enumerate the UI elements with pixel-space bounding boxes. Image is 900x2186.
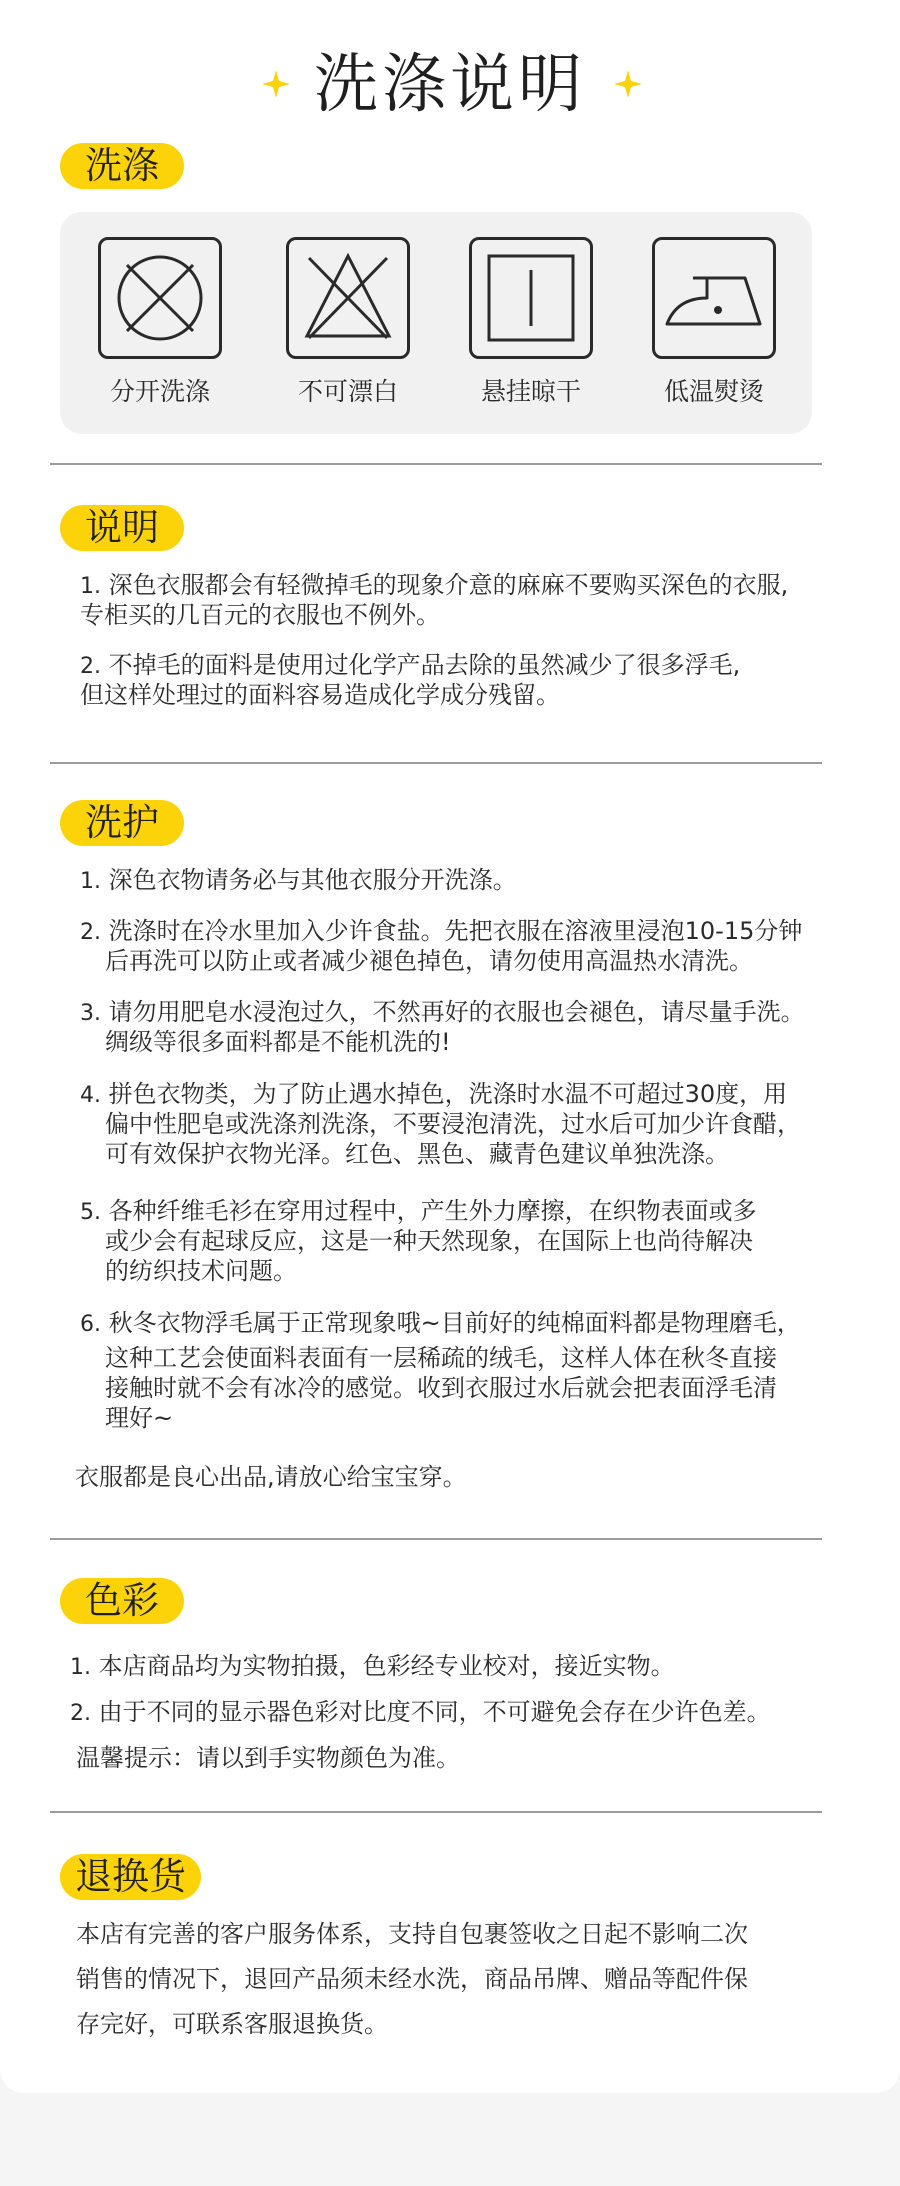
section-heading-wash: 洗涤 — [60, 143, 184, 189]
low-iron-icon — [652, 237, 776, 359]
list-item-cont: 理好~ — [105, 1404, 174, 1432]
list-item-cont: 后再洗可以防止或者减少褪色掉色，请勿使用高温热水清洗。 — [105, 947, 753, 975]
no-bleach-icon — [286, 237, 410, 359]
icon-label: 悬挂晾干 — [480, 377, 581, 406]
care-note: 衣服都是良心出品,请放心给宝宝穿。 — [75, 1463, 467, 1491]
icon-label: 分开洗涤 — [109, 377, 210, 406]
sparkle-icon — [614, 70, 642, 98]
divider — [50, 762, 822, 764]
divider — [50, 1538, 822, 1540]
divider — [50, 463, 822, 465]
list-item: 1. 深色衣物请务必与其他衣服分开洗涤。 — [80, 866, 517, 894]
list-item-cont: 可有效保护衣物光泽。红色、黑色、藏青色建议单独洗涤。 — [105, 1140, 729, 1168]
separate-wash-icon — [98, 237, 222, 359]
list-item: 5. 各种纤维毛衫在穿用过程中，产生外力摩擦，在织物表面或多 — [80, 1197, 757, 1225]
section-heading-explain: 说明 — [60, 505, 184, 551]
list-item-cont: 偏中性肥皂或洗涤剂洗涤，不要浸泡清洗，过水后可加少许食醋， — [105, 1110, 801, 1138]
list-item: 4. 拼色衣物类，为了防止遇水掉色，洗涤时水温不可超过30度，用 — [80, 1080, 788, 1108]
list-item: 1. 本店商品均为实物拍摄，色彩经专业校对，接近实物。 — [70, 1652, 675, 1680]
list-item: 3. 请勿用肥皂水浸泡过久，不然再好的衣服也会褪色，请尽量手洗。 — [80, 998, 805, 1026]
wash-icon-panel — [60, 212, 812, 434]
hang-dry-icon — [469, 237, 593, 359]
list-item-cont: 这种工艺会使面料表面有一层稀疏的绒毛，这样人体在秋冬直接 — [105, 1344, 777, 1372]
returns-line: 存完好，可联系客服退换货。 — [76, 2010, 388, 2038]
icon-label: 低温熨烫 — [663, 377, 764, 406]
color-note: 温馨提示：请以到手实物颜色为准。 — [76, 1744, 460, 1772]
list-item-cont: 或少会有起球反应，这是一种天然现象，在国际上也尚待解决 — [105, 1227, 753, 1255]
list-item-cont: 绸级等很多面料都是不能机洗的! — [105, 1028, 451, 1056]
list-item: 2. 不掉毛的面料是使用过化学产品去除的虽然减少了很多浮毛, — [80, 651, 741, 679]
list-item-cont: 的纺织技术问题。 — [105, 1257, 297, 1285]
section-heading-returns: 退换货 — [60, 1854, 201, 1900]
divider — [50, 1811, 822, 1813]
list-item: 2. 洗涤时在冷水里加入少许食盐。先把衣服在溶液里浸泡10-15分钟 — [80, 917, 803, 945]
list-item-cont: 但这样处理过的面料容易造成化学成分残留。 — [80, 681, 560, 709]
returns-line: 销售的情况下，退回产品须未经水洗，商品吊牌、赠品等配件保 — [76, 1965, 748, 1993]
list-item: 1. 深色衣服都会有轻微掉毛的现象介意的麻麻不要购买深色的衣服, — [80, 571, 789, 599]
list-item-cont: 专柜买的几百元的衣服也不例外。 — [80, 601, 440, 629]
icon-label: 不可漂白 — [297, 377, 398, 406]
section-heading-color: 色彩 — [60, 1578, 184, 1624]
list-item-cont: 接触时就不会有冰冷的感觉。收到衣服过水后就会把表面浮毛清 — [105, 1374, 777, 1402]
section-heading-care: 洗护 — [60, 800, 184, 846]
list-item: 2. 由于不同的显示器色彩对比度不同，不可避免会存在少许色差。 — [70, 1698, 771, 1726]
list-item: 6. 秋冬衣物浮毛属于正常现象哦~目前好的纯棉面料都是物理磨毛， — [80, 1309, 801, 1337]
page-title: 洗涤说明 — [314, 48, 586, 122]
returns-line: 本店有完善的客户服务体系，支持自包裹签收之日起不影响二次 — [76, 1920, 748, 1948]
